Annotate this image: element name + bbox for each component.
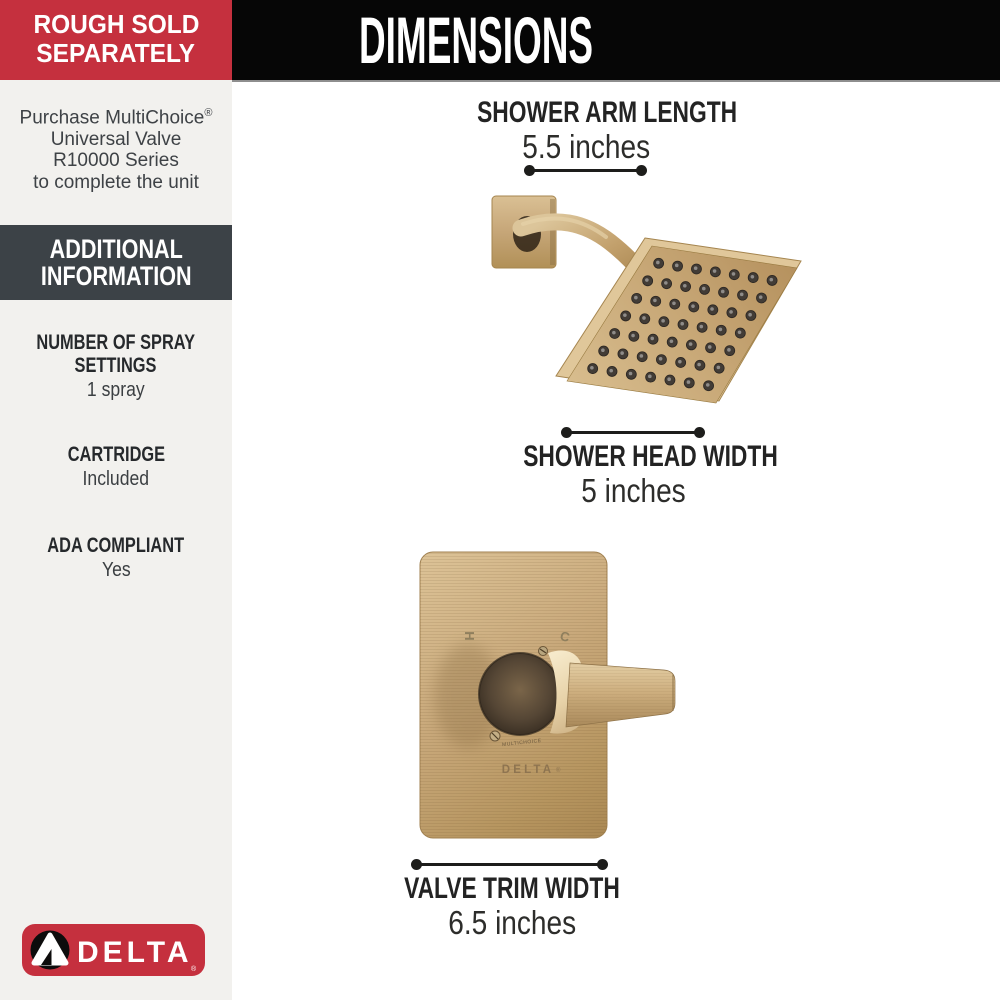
additional-information-banner xyxy=(0,225,232,300)
shower-head-width-dimension-line xyxy=(561,427,705,438)
cold-marking: C xyxy=(558,628,572,645)
valve-trim-width-dimension-line xyxy=(411,859,608,870)
rough-sold-line2: SEPARATELY xyxy=(36,40,196,68)
spec-value: Yes xyxy=(101,559,131,581)
dimension-endpoint-dot xyxy=(597,859,608,870)
spec-spray-settings xyxy=(0,331,232,401)
spec-ada-compliant xyxy=(0,534,232,581)
spec-cartridge xyxy=(0,443,232,490)
rough-sold-line1: ROUGH SOLD xyxy=(33,11,199,39)
delta-registered-mark: ® xyxy=(191,966,197,973)
spec-label: ADA COMPLIANT xyxy=(47,534,185,557)
rough-sold-separately-banner xyxy=(0,0,232,80)
delta-wordmark: DELTA xyxy=(77,936,193,969)
spec-label: CARTRIDGE xyxy=(67,443,165,466)
sidebar xyxy=(0,0,232,1000)
additional-info-line2: INFORMATION xyxy=(40,260,192,291)
purchase-note-line4: to complete the unit xyxy=(33,171,199,193)
hot-marking: H xyxy=(462,631,477,641)
dimension-line-bar xyxy=(533,169,638,173)
dimension-value: 5 inches xyxy=(580,472,686,509)
shower-head-illustration xyxy=(455,186,810,418)
shower-head-face xyxy=(556,238,801,403)
spec-label: SETTINGS xyxy=(75,354,157,377)
plate-brand-registered-mark: ® xyxy=(556,768,561,774)
dimension-value: 5.5 inches xyxy=(522,128,650,165)
delta-logo xyxy=(21,922,206,978)
purchase-note-line1: Purchase MultiChoice® xyxy=(19,107,213,129)
dimension-line-bar xyxy=(570,431,696,435)
valve-trim-width-label xyxy=(362,873,662,941)
shower-arm-length-dimension-line xyxy=(524,165,647,176)
shower-arm-length-label xyxy=(436,97,736,165)
purchase-note-line2: Universal Valve xyxy=(50,128,182,150)
dimension-line-bar xyxy=(420,863,599,867)
additional-info-line1: ADDITIONAL xyxy=(49,233,183,264)
hub-micro-text: MULTICHOICE xyxy=(501,737,542,749)
purchase-note xyxy=(0,103,232,193)
plate-brand-text: DELTA xyxy=(501,764,555,776)
registered-mark: ® xyxy=(204,107,213,119)
dimensions-header xyxy=(232,0,1000,82)
dimension-label: VALVE TRIM WIDTH xyxy=(404,872,620,905)
spec-value: 1 spray xyxy=(87,379,145,401)
dimension-endpoint-dot xyxy=(636,165,647,176)
page-title: DIMENSIONS xyxy=(358,3,594,77)
dimension-label: SHOWER ARM LENGTH xyxy=(477,96,738,129)
spec-label: NUMBER OF SPRAY xyxy=(36,331,196,354)
shower-head-width-label xyxy=(483,441,783,509)
dimension-label: SHOWER HEAD WIDTH xyxy=(523,440,778,473)
purchase-note-line3: R10000 Series xyxy=(53,150,179,172)
dimension-endpoint-dot xyxy=(694,427,705,438)
spec-value: Included xyxy=(82,468,150,490)
valve-trim-illustration xyxy=(405,546,697,848)
dimension-value: 6.5 inches xyxy=(448,904,576,941)
